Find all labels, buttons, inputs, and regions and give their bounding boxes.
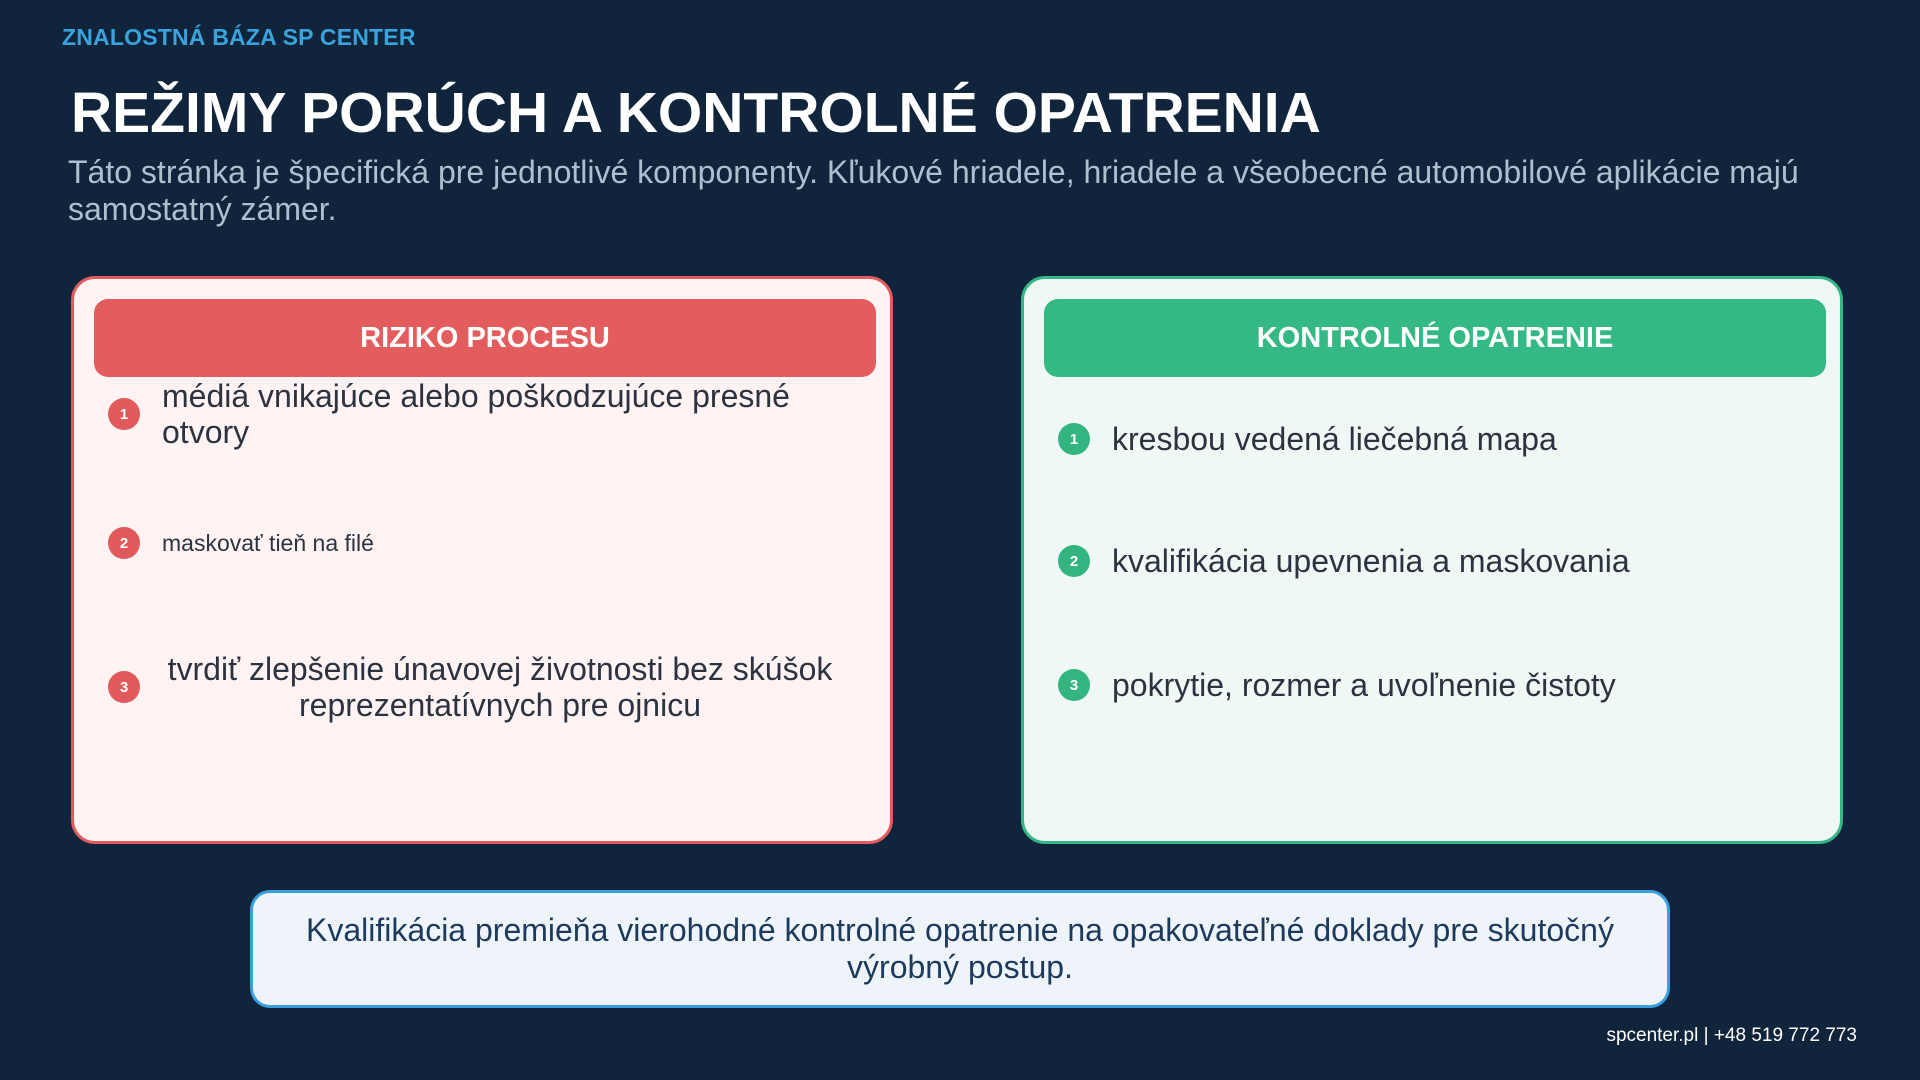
contact-footer: spcenter.pl | +48 519 772 773 xyxy=(1606,1025,1857,1046)
number-badge: 1 xyxy=(108,398,140,430)
qualification-note: Kvalifikácia premieňa vierohodné kontrolné opatrenie na opakovateľné doklady pre skutočný výrobný postup. xyxy=(250,890,1670,1008)
page-subtitle: Táto stránka je špecifická pre jednotlivé komponenty. Kľukové hriadele, hriadele a všeobecné automobilové aplikácie majú samostatný zámer. xyxy=(68,154,1799,227)
number-badge: 3 xyxy=(108,671,140,703)
risk-item-2 xyxy=(108,519,868,567)
risk-item-text: maskovať tieň na filé xyxy=(162,530,374,556)
number-badge: 3 xyxy=(1058,669,1090,701)
number-badge: 1 xyxy=(1058,423,1090,455)
control-measure-panel xyxy=(1021,276,1843,844)
control-item-text: kresbou vedená liečebná mapa xyxy=(1112,421,1557,457)
control-item-text: pokrytie, rozmer a uvoľnenie čistoty xyxy=(1112,667,1616,703)
control-item-1 xyxy=(1058,417,1818,461)
risk-item-text: médiá vnikajúce alebo poškodzujúce presné otvory xyxy=(162,378,790,450)
control-item-text: kvalifikácia upevnenia a maskovania xyxy=(1112,543,1630,579)
page-title: REŽIMY PORÚCH A KONTROLNÉ OPATRENIA xyxy=(71,81,1321,145)
knowledge-base-kicker: ZNALOSTNÁ BÁZA SP CENTER xyxy=(62,24,416,50)
process-risk-panel xyxy=(71,276,893,844)
control-item-3 xyxy=(1058,663,1818,707)
number-badge: 2 xyxy=(1058,545,1090,577)
number-badge: 2 xyxy=(108,527,140,559)
risk-item-text: tvrdiť zlepšenie únavovej životnosti bez skúšok reprezentatívnych pre ojnicu xyxy=(167,651,833,723)
risk-item-1 xyxy=(108,379,868,449)
control-item-2 xyxy=(1058,539,1818,583)
control-measure-heading: KONTROLNÉ OPATRENIE xyxy=(1044,299,1826,377)
process-risk-heading: RIZIKO PROCESU xyxy=(94,299,876,377)
risk-item-3 xyxy=(108,649,868,725)
